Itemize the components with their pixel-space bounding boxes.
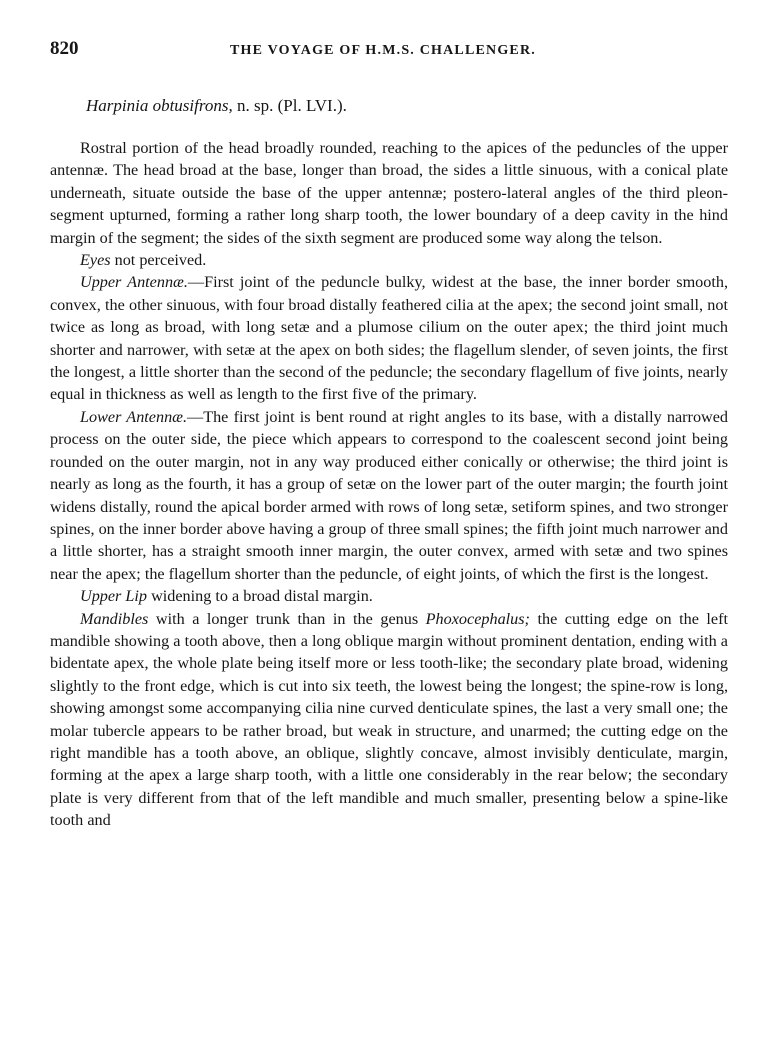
paragraph-lower-antennae [50,406,728,585]
paragraph-mandibles [50,608,728,832]
label-upper-lip: Upper Lip [80,587,148,606]
label-mandibles: Mandibles [80,609,149,628]
page-number: 820 [50,38,79,59]
text-mandibles-a: with a longer trunk than in the genus [148,609,426,628]
species-heading [86,95,728,117]
species-name: Harpinia obtusifrons, [86,96,233,115]
text-upper-lip: widening to a broad distal margin. [147,587,373,606]
text-lower-antennae: —The first joint is bent round at right angles to its base, with a distally narrowed process on the outer side, the piece which appears to correspond to the coalescent second joint being rounded on the outer margin, not in any way produced either conically or otherwise; the third joint is nearly as long as the fourth, it has a group of setæ on the lower part of the outer margin; the fourth joint widens distally, round the apical border armed with rows of long setæ, setiform spines, and two stronger spines, on the inner border above having a group of three small spines; the fifth joint much narrower and a little shorter, has a straight smooth inner margin, the outer convex, armed with setæ and two spines near the apex; the flagellum shorter than the peduncle, of eight joints, of which the first is the longest. [50,407,729,583]
species-plate-ref: n. sp. (Pl. LVI.). [232,96,347,115]
paragraph-eyes [50,249,728,271]
description-body [50,137,728,832]
label-eyes: Eyes [80,251,111,270]
label-upper-antennae: Upper Antennæ. [80,273,188,292]
paragraph-upper-antennae [50,271,728,405]
text-mandibles-b: the cutting edge on the left mandible showing a tooth above, then a long oblique margin without prominent dentation, ending with a bidentate apex, the whole plate being itself more or less tooth-like; the secondary plate broad, widening slightly to the front edge, which is cut into six teeth, the lowest being the longest; the spine-row is long, showing amongst some accompanying cilia nine curved denticulate spines, the last a very small one; the molar tubercle appears to be rather broad, but weak in structure, and unarmed; the cutting edge on the right mandible has a tooth above, an oblique, slightly concave, almost invisibly denticulate, margin, forming at the apex a large sharp tooth, with a little one considerably in the rear below; the secondary plate is very different from that of the left mandible and much smaller, presenting below a spine-like tooth and [50,609,728,830]
genus-name: Phoxocephalus; [425,609,530,628]
text-upper-antennae: —First joint of the peduncle bulky, widest at the base, the inner border smooth, convex, the other sinuous, with four broad distally feathered cilia at the apex; the second joint small, not twice as long as broad, with long setæ and a plumose cilium on the outer apex; the third joint much shorter and narrower, with setæ at the apex on both sides; the flagellum slender, of seven joints, the first the longest, a little shorter than the second of the peduncle; the secondary flagellum of five joints, nearly equal in thickness as well as length to the first five of the primary. [50,273,729,404]
text-eyes: not perceived. [110,251,207,270]
label-lower-antennae: Lower Antennæ. [80,407,188,426]
running-head: THE VOYAGE OF H.M.S. CHALLENGER. [230,43,536,58]
page-header [50,38,728,78]
paragraph-head: Rostral portion of the head broadly rounded, reaching to the apices of the peduncles of the upper antennæ. The head broad at the base, longer than broad, the sides a little sinuous, with a conical plate underneath, situate outside the base of the upper antennæ; postero-lateral angles of the third pleon-segment upturned, forming a rather long sharp tooth, the lower boundary of a deep cavity in the hind margin of the segment; the sides of the sixth segment are produced some way along the telson. [50,139,728,247]
paragraph-upper-lip [50,585,728,607]
